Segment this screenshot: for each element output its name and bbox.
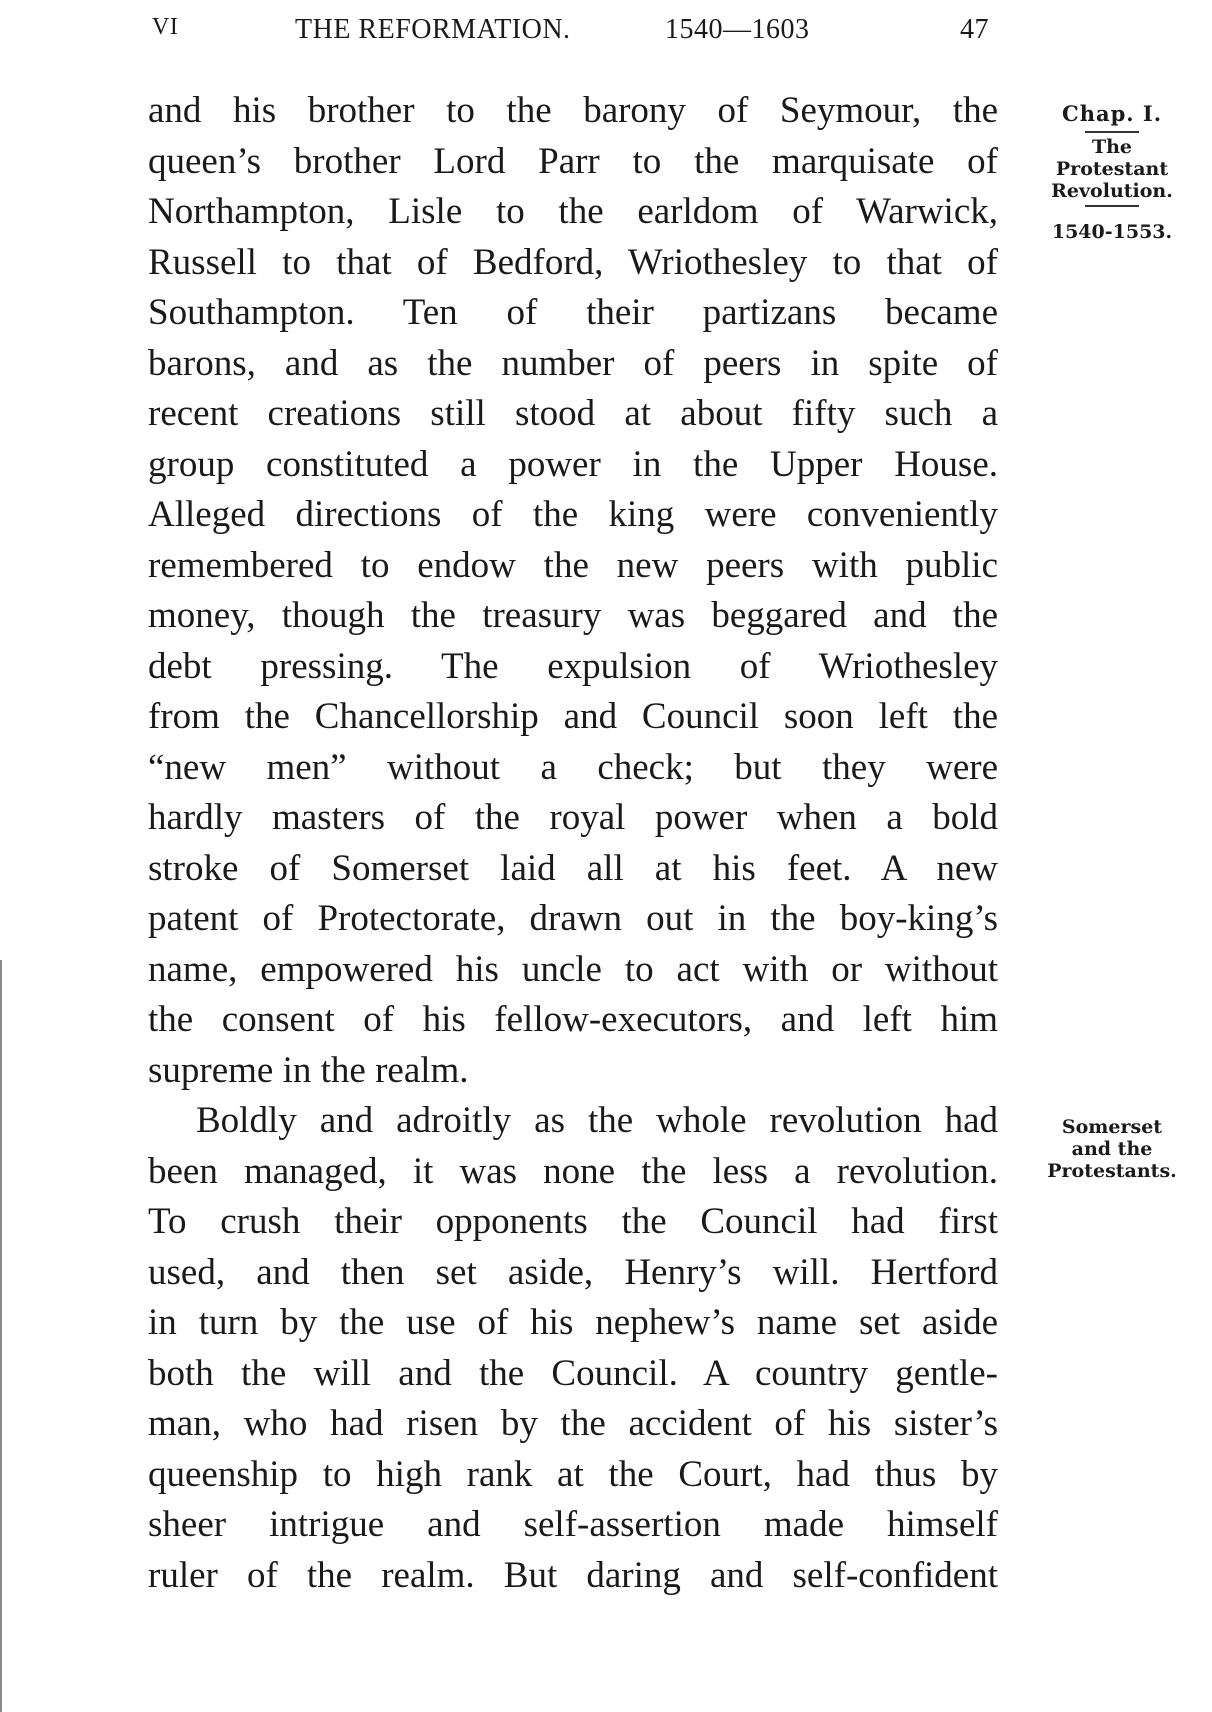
side-note-somerset [1012,1116,1212,1182]
paragraph-2 [148,1096,998,1601]
text-line: Boldly and adroitly as the whole revolution had [196,1100,998,1141]
text-line: and his brother to the barony of Seymour, the [148,90,998,131]
text-line: stroke of Somerset laid all at his feet. A new [148,847,998,889]
text-line: ruler of the realm. But daring and self-confident [148,1554,998,1596]
text-line: barons, and as the number of peers in spite of [148,342,998,384]
text-line: Russell to that of Bedford, Wriothesley to that of [148,241,998,283]
side-note-rule [1085,131,1139,133]
side-note-rule [1085,205,1139,207]
side-note-line: Somerset [1061,1116,1163,1138]
running-head-title: THE REFORMATION. [295,14,571,45]
text-line: both the will and the Council. A country gentle- [148,1352,998,1394]
text-line: been managed, it was none the less a revolution. [148,1150,998,1192]
side-note-subject-line: Protestant [1055,158,1169,180]
text-line: the consent of his fellow-executors, and left him [148,999,998,1040]
text-line: patent of Protectorate, drawn out in the boy-king’s [148,898,998,939]
side-note-chapter-label: Chap. I. [1061,101,1163,126]
running-head-section: VI [152,14,179,40]
text-line: remembered to endow the new peers with public [148,544,998,586]
text-line: name, empowered his uncle to act with or without [148,948,998,990]
text-line: supreme in the realm. [148,1049,469,1091]
text-line: debt pressing. The expulsion of Wriothesley [148,645,998,687]
text-line: sheer intrigue and self-assertion made himself [148,1504,998,1545]
side-note-line: and the [1071,1138,1153,1160]
side-note-years: 1540-1553. [1051,221,1173,243]
text-line: “new men” without a check; but they were [148,746,998,788]
text-line: Northampton, Lisle to the earldom of Warwick, [148,191,998,232]
text-line: man, who had risen by the accident of his sister’s [148,1403,998,1444]
text-line: money, though the treasury was beggared and the [148,595,998,636]
running-head [0,14,1212,54]
side-note-subject-line: The [1091,136,1133,158]
text-line: Southampton. Ten of their partizans became [148,292,998,333]
paragraph-1 [148,86,998,1096]
text-line: in turn by the use of his nephew’s name set aside [148,1302,998,1343]
running-head-dates: 1540—1603 [665,14,810,45]
side-note-line: Protestants. [1047,1160,1177,1182]
text-line: group constituted a power in the Upper House. [148,443,998,485]
side-note-subject-line: Revolution. [1051,180,1173,202]
text-line: hardly masters of the royal power when a bold [148,797,998,838]
text-line: from the Chancellorship and Council soon left the [148,696,998,737]
side-note-chapter [1012,100,1212,243]
body-text [148,86,998,1601]
text-line: used, and then set aside, Henry’s will. Hertford [148,1251,998,1293]
text-line: queen’s brother Lord Parr to the marquisate of [148,140,998,182]
page-number: 47 [960,14,989,45]
text-line: queenship to high rank at the Court, had thus by [148,1453,998,1495]
page-gutter-shadow [0,960,2,1712]
text-line: recent creations still stood at about fifty such a [148,393,998,434]
text-line: Alleged directions of the king were conveniently [148,494,998,535]
text-line: To crush their opponents the Council had first [148,1201,998,1242]
